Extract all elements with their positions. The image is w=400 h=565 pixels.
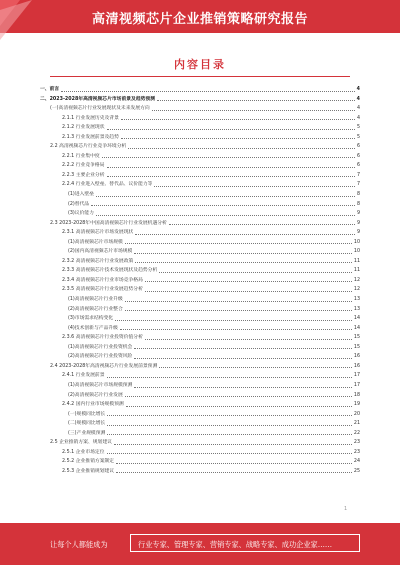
toc-heading: 内容目录 bbox=[174, 58, 226, 71]
toc-dot-leader bbox=[125, 243, 352, 244]
toc-entry-title: 2.2.3 主要企业分析 bbox=[62, 172, 105, 178]
toc-entry[interactable] bbox=[40, 133, 360, 143]
toc-entry-title: (3)议价能力 bbox=[68, 211, 94, 217]
toc-dot-leader bbox=[107, 415, 352, 416]
toc-entry-page: 14 bbox=[353, 316, 360, 322]
toc-entry-title: 2.5.3 企业推销规划建议 bbox=[62, 468, 115, 474]
toc-dot-leader bbox=[91, 205, 355, 206]
toc-entry[interactable] bbox=[40, 448, 360, 458]
toc-entry-page: 5 bbox=[356, 134, 360, 140]
toc-entry-page: 19 bbox=[353, 402, 360, 408]
toc-dot-leader bbox=[107, 167, 355, 168]
toc-entry-title: 2.4 2023-2028年高清视频芯片行业发展前景预测 bbox=[50, 363, 158, 369]
toc-entry[interactable] bbox=[40, 104, 360, 114]
toc-entry-page: 10 bbox=[353, 249, 360, 255]
toc-dot-leader bbox=[116, 463, 352, 464]
toc-dot-leader bbox=[134, 253, 352, 254]
toc-entry-page: 16 bbox=[353, 354, 360, 360]
toc-dot-leader bbox=[115, 320, 352, 321]
toc-entry[interactable] bbox=[40, 209, 360, 219]
toc-entry[interactable] bbox=[40, 95, 360, 105]
toc-dot-leader bbox=[157, 100, 355, 101]
toc-entry[interactable] bbox=[40, 419, 360, 429]
toc-entry[interactable] bbox=[40, 190, 360, 200]
toc-entry[interactable] bbox=[40, 257, 360, 267]
toc-entry-title: (2)高清视频芯片行业整合 bbox=[68, 306, 123, 312]
toc-entry-page: 15 bbox=[353, 335, 360, 341]
toc-entry-title: (三)产业规模预测 bbox=[68, 430, 106, 436]
toc-entry-title: 2.3 2023-2028年中国高清视频芯片行业发展机遇分析 bbox=[50, 220, 167, 226]
toc-dot-leader bbox=[135, 262, 352, 263]
toc-dot-leader bbox=[107, 425, 352, 426]
toc-entry-title: 2.2.4 行业进入壁垒、替代品、议价能力等 bbox=[62, 182, 153, 188]
toc-entry-title: 2.5.2 企业推销方案制定 bbox=[62, 459, 115, 465]
toc-entry[interactable] bbox=[40, 305, 360, 315]
toc-entry-title: 2.3.5 高清视频芯片行业发展趋势分析 bbox=[62, 287, 143, 293]
toc-entry[interactable] bbox=[40, 400, 360, 410]
toc-dot-leader bbox=[128, 148, 355, 149]
toc-entry[interactable] bbox=[40, 276, 360, 286]
toc-entry[interactable] bbox=[40, 324, 360, 334]
toc-entry[interactable] bbox=[40, 333, 360, 343]
toc-entry-title: 2.2.1 行业集中度 bbox=[62, 153, 100, 159]
toc-entry-page: 7 bbox=[356, 182, 360, 188]
toc-dot-leader bbox=[169, 224, 355, 225]
toc-entry[interactable] bbox=[40, 228, 360, 238]
report-footer-bar bbox=[0, 523, 400, 565]
toc-dot-leader bbox=[159, 272, 352, 273]
toc-entry-title: 2.4.2 国内行业市场规模预测 bbox=[62, 402, 124, 408]
toc-entry-page: 8 bbox=[356, 201, 360, 207]
toc-entry[interactable] bbox=[40, 180, 360, 190]
toc-entry-title: 2.3.2 高清视频芯片行业发展政策 bbox=[62, 258, 134, 264]
toc-entry-page: 20 bbox=[353, 411, 360, 417]
toc-entry-title: (1)高清视频芯片市场规模 bbox=[68, 239, 123, 245]
toc-entry-page: 12 bbox=[353, 287, 360, 293]
toc-entry[interactable] bbox=[40, 410, 360, 420]
toc-entry-title: (2)高清视频芯片行业投资风险 bbox=[68, 354, 133, 360]
toc-dot-leader bbox=[61, 91, 354, 92]
toc-entry-title: 2.1.1 行业发展历史及背景 bbox=[62, 115, 119, 121]
toc-entry-page: 25 bbox=[353, 468, 360, 474]
toc-entry[interactable] bbox=[40, 152, 360, 162]
toc-dot-leader bbox=[145, 339, 352, 340]
toc-entry[interactable] bbox=[40, 438, 360, 448]
toc-dot-leader bbox=[107, 377, 352, 378]
toc-entry-title: (1)高清视频芯片市场规模预测 bbox=[68, 382, 133, 388]
toc-entry-title: (3)市场需求结构变化 bbox=[68, 316, 114, 322]
toc-entry-page: 22 bbox=[353, 430, 360, 436]
toc-entry[interactable] bbox=[40, 266, 360, 276]
toc-dot-leader bbox=[114, 444, 352, 445]
toc-entry-page: 5 bbox=[356, 125, 360, 131]
footer-roles: 行业专家、管理专家、营销专家、战略专家、成功企业家…… bbox=[138, 540, 333, 549]
toc-entry[interactable] bbox=[40, 295, 360, 305]
toc-entry[interactable] bbox=[40, 161, 360, 171]
toc-entry-title: 2.2.2 行业竞争格局 bbox=[62, 163, 105, 169]
toc-entry-page: 9 bbox=[356, 230, 360, 236]
toc-entry[interactable] bbox=[40, 114, 360, 124]
toc-dot-leader bbox=[121, 119, 355, 120]
toc-dot-leader bbox=[125, 301, 352, 302]
toc-entry-title: 2.5.1 企业市场定位 bbox=[62, 449, 105, 455]
toc-entry[interactable] bbox=[40, 219, 360, 229]
toc-entry-page: 18 bbox=[353, 392, 360, 398]
toc-entry-title: 2.1.2 行业发展现状 bbox=[62, 125, 105, 131]
toc-entry[interactable] bbox=[40, 457, 360, 467]
toc-entry-page: 11 bbox=[353, 258, 360, 264]
toc-entry-title: 2.5 企业推销方案、规划建议 bbox=[50, 440, 112, 446]
toc-entry-page: 9 bbox=[356, 211, 360, 217]
toc-entry-page: 8 bbox=[356, 192, 360, 198]
toc-entry[interactable] bbox=[40, 142, 360, 152]
toc-entry-title: 一、前言 bbox=[40, 87, 60, 92]
toc-entry-page: 17 bbox=[353, 373, 360, 379]
toc-entry-title: 2.2 高清视频芯片行业竞争环境分析 bbox=[50, 144, 127, 150]
toc-dot-leader bbox=[125, 310, 352, 311]
toc-entry-page: 12 bbox=[353, 277, 360, 283]
report-header-bar bbox=[0, 0, 400, 33]
toc-dot-leader bbox=[96, 215, 355, 216]
toc-dot-leader bbox=[125, 396, 352, 397]
toc-dot-leader bbox=[107, 129, 355, 130]
toc-entry[interactable] bbox=[40, 352, 360, 362]
toc-dot-leader bbox=[96, 196, 355, 197]
toc-entry[interactable] bbox=[40, 123, 360, 133]
toc-dot-leader bbox=[126, 406, 352, 407]
toc-entry-page: 4 bbox=[356, 96, 360, 102]
toc-entry-title: 2.3.3 高清视频芯片技术发展现状及趋势分析 bbox=[62, 268, 158, 274]
toc-entry[interactable] bbox=[40, 381, 360, 391]
toc-entry-title: 2.4.1 行业发展前景 bbox=[62, 373, 105, 379]
toc-entry[interactable] bbox=[40, 429, 360, 439]
toc-entry-page: 23 bbox=[353, 440, 360, 446]
report-title: 高清视频芯片企业推销策略研究报告 bbox=[91, 12, 308, 27]
toc-entry-title: 二、2023-2028年高清视频芯片市场前景及趋势预测 bbox=[40, 96, 156, 102]
toc-entry[interactable] bbox=[40, 238, 360, 248]
toc-entry-title: (1)高清视频芯片行业升级 bbox=[68, 297, 123, 303]
toc-dot-leader bbox=[134, 358, 352, 359]
toc-entry-page: 6 bbox=[356, 144, 360, 150]
toc-entry-page: 13 bbox=[353, 306, 360, 312]
toc-entry[interactable] bbox=[40, 371, 360, 381]
toc-dot-leader bbox=[107, 176, 355, 177]
toc-entry-page: 24 bbox=[353, 459, 360, 465]
toc-entry[interactable] bbox=[40, 362, 360, 372]
toc-entry-title: (2)高清视频芯片行业发展 bbox=[68, 392, 123, 398]
toc-dot-leader bbox=[145, 281, 352, 282]
toc-entry-title: (1)进入壁垒 bbox=[68, 192, 94, 198]
toc-dot-leader bbox=[107, 453, 352, 454]
toc-entry-title: (1)高清视频芯片行业投资机会 bbox=[68, 344, 133, 350]
toc-entry-page: 4 bbox=[356, 115, 360, 121]
toc-entry-title: (二)规模同比增长 bbox=[68, 421, 106, 427]
toc-dot-leader bbox=[120, 329, 352, 330]
toc-entry-page: 16 bbox=[353, 363, 360, 369]
toc-dot-leader bbox=[134, 348, 352, 349]
footer-slogan: 让每个人都能成为 bbox=[50, 540, 108, 549]
toc-entry-page: 4 bbox=[356, 106, 360, 112]
toc-entry-title: 2.3.1 高清视频芯片市场发展现状 bbox=[62, 230, 134, 236]
toc-entry-page: 6 bbox=[356, 153, 360, 159]
toc-entry-title: 2.3.6 高清视频芯片行业投资价值分析 bbox=[62, 335, 143, 341]
toc-entry-page: 4 bbox=[356, 87, 360, 92]
toc-entry[interactable] bbox=[40, 314, 360, 324]
toc-entry-title: (一)高清视频芯片行业发展现状及未来发展方向 bbox=[50, 106, 150, 112]
toc-entry[interactable] bbox=[40, 200, 360, 210]
page-number: 1 bbox=[344, 506, 348, 512]
toc-dot-leader bbox=[145, 291, 352, 292]
toc-entry-page: 13 bbox=[353, 297, 360, 303]
toc-entry[interactable] bbox=[40, 247, 360, 257]
toc-dot-leader bbox=[121, 138, 355, 139]
toc-dot-leader bbox=[116, 472, 352, 473]
toc-dot-leader bbox=[107, 434, 352, 435]
toc-entry-title: (2)国内高清视频芯片市场规模 bbox=[68, 249, 133, 255]
toc-dot-leader bbox=[102, 157, 355, 158]
toc-entry-title: (一)规模同比增长 bbox=[68, 411, 106, 417]
toc-dot-leader bbox=[159, 367, 352, 368]
toc-entry-title: (4)技术创新与产品升级 bbox=[68, 325, 118, 331]
toc-entry-title: 2.1.3 行业发展前景及趋势 bbox=[62, 134, 119, 140]
toc-entry[interactable] bbox=[40, 343, 360, 353]
toc-entry-page: 7 bbox=[356, 172, 360, 178]
toc-dot-leader bbox=[154, 186, 354, 187]
toc-entry[interactable] bbox=[40, 467, 360, 477]
toc-entry-page: 6 bbox=[356, 163, 360, 169]
toc-entry-page: 23 bbox=[353, 449, 360, 455]
toc-entry-page: 10 bbox=[353, 239, 360, 245]
toc-entry[interactable] bbox=[40, 85, 360, 95]
table-of-contents bbox=[40, 85, 360, 476]
toc-entry[interactable] bbox=[40, 391, 360, 401]
toc-dot-leader bbox=[135, 234, 355, 235]
toc-entry-title: 2.3.4 高清视频芯片行业市场竞争格局 bbox=[62, 277, 143, 283]
toc-dot-leader bbox=[152, 110, 355, 111]
toc-entry-page: 21 bbox=[353, 421, 360, 427]
toc-dot-leader bbox=[134, 387, 352, 388]
toc-heading-divider bbox=[50, 76, 350, 77]
toc-entry-page: 9 bbox=[356, 220, 360, 226]
toc-entry[interactable] bbox=[40, 171, 360, 181]
toc-entry-page: 14 bbox=[353, 325, 360, 331]
toc-entry-page: 15 bbox=[353, 344, 360, 350]
toc-entry[interactable] bbox=[40, 285, 360, 295]
toc-entry-page: 17 bbox=[353, 382, 360, 388]
toc-entry-title: (2)替代品 bbox=[68, 201, 90, 207]
toc-entry-page: 11 bbox=[353, 268, 360, 274]
